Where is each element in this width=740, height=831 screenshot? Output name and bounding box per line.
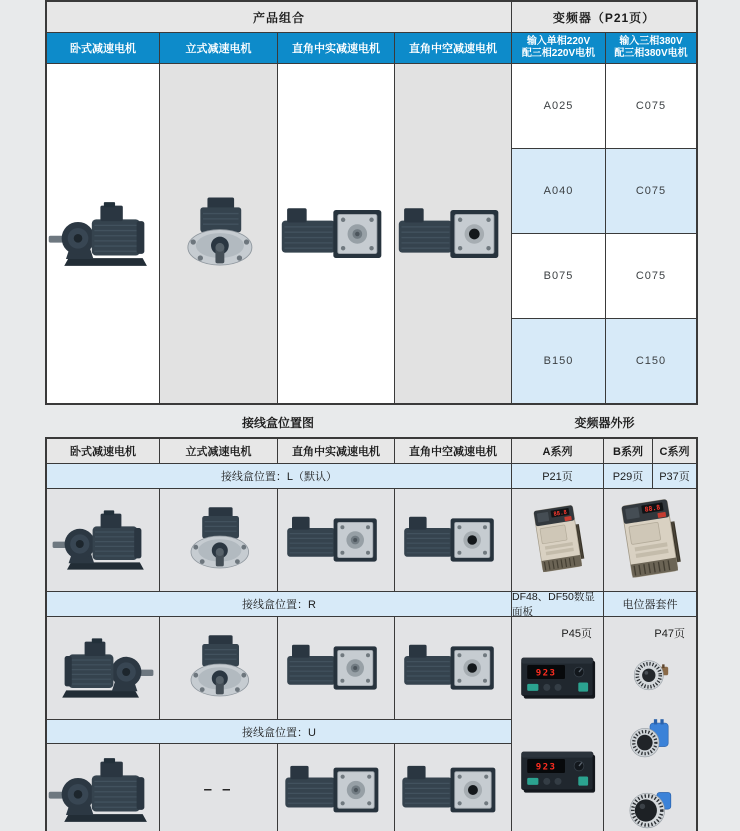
product-combination-table [45,0,698,405]
df50-panel-image [512,745,604,801]
combo-row2-c-model: C075 [606,149,696,233]
pos-l-right-angle-solid-motor-cell [278,489,394,591]
combo-row1-c-model: C075 [606,64,696,148]
potentiometer-blue-image [620,714,680,766]
t2-col-right-angle-hollow-motor: 直角中空减速电机 [395,439,511,463]
t2-col-vertical-motor: 立式减速电机 [160,439,277,463]
right-angle-hollow-motor-image [401,631,505,705]
vertical-motor-cell [160,64,277,403]
junction-box-section-title: 接线盒位置图 [241,415,314,430]
right-angle-solid-motor-image [284,631,388,705]
pos-r-vertical-motor-cell [160,617,277,719]
combo-row4-c-model: C150 [606,319,696,403]
col-header-input-380v [606,33,696,63]
col-header-input-220v [512,33,605,63]
vertical-gear-motor-image [161,194,277,274]
junction-position-r-row: 接线盒位置：R [47,592,511,616]
pos-u-right-angle-solid-motor-cell [278,744,394,831]
pos-l-horizontal-motor-cell [47,489,159,591]
pos-u-horizontal-motor-cell [47,744,159,831]
series-a-inverter-cell [512,489,603,591]
right-angle-hollow-motor-image [401,503,505,577]
digital-panel-label: DF48、DF50数显面板 [512,592,603,616]
t2-col-series-b: B系列 [604,439,652,463]
right-angle-hollow-motor-cell [395,64,511,403]
table1-title-inverter: 变频器（P21页） [512,2,696,32]
input-380v-line2: 配三相380V电机 [614,48,688,59]
table1-title-products: 产品组合 [47,2,511,32]
potentiometer-kit-label: 电位器套件 [604,592,696,616]
inverter-appearance-section-title: 变频器外形 [574,415,635,430]
pos-l-right-angle-hollow-motor-cell [395,489,511,591]
digital-panel-page: P45页 [561,628,592,640]
potentiometer-large-image [618,780,682,831]
junction-position-u-row: 接线盒位置：U [47,720,511,743]
junction-box-position-table [45,437,698,831]
series-a-page: P21页 [512,464,603,488]
right-angle-hollow-motor-image [399,752,507,828]
col-header-right-angle-solid-motor: 直角中实减速电机 [278,33,394,63]
pos-r-horizontal-motor-cell [47,617,159,719]
col-header-vertical-motor: 立式减速电机 [160,33,277,63]
horizontal-gear-motor-image [47,194,159,274]
combo-row3-a-model: B075 [512,234,605,318]
right-angle-solid-motor-image [284,503,388,577]
pos-u-vertical-motor-empty-cell: – – [160,744,277,831]
horizontal-motor-cell [47,64,159,403]
t2-col-horizontal-motor: 卧式减速电机 [47,439,159,463]
potentiometer-kit-cell [604,617,696,831]
right-angle-solid-motor-image [278,194,394,274]
pos-r-right-angle-hollow-motor-cell [395,617,511,719]
combo-row4-a-model: B150 [512,319,605,403]
df48-panel-image [512,651,604,707]
pos-l-vertical-motor-cell [160,489,277,591]
horizontal-gear-motor-image [51,631,155,705]
combo-row3-c-model: C075 [606,234,696,318]
series-bc-inverter-cell [604,489,696,591]
series-bc-inverter-image [609,490,691,590]
right-angle-solid-motor-image [282,752,390,828]
vertical-gear-motor-image [167,503,271,577]
combo-row1-a-model: A025 [512,64,605,148]
digital-panel-cell [512,617,603,831]
combo-row2-a-model: A040 [512,149,605,233]
input-220v-line1: 输入单相220V [526,35,591,47]
t2-col-series-a: A系列 [512,439,603,463]
series-c-page: P37页 [653,464,696,488]
horizontal-gear-motor-image [51,503,155,577]
t2-col-right-angle-solid-motor: 直角中实减速电机 [278,439,394,463]
series-b-page: P29页 [604,464,652,488]
input-380v-line1: 输入三相380V [619,35,683,47]
series-a-inverter-image [523,495,593,585]
potentiometer-silver-image [622,651,678,700]
input-220v-line2: 配三相220V电机 [521,48,596,59]
pos-u-right-angle-hollow-motor-cell [395,744,511,831]
junction-position-l-row: 接线盒位置：L（默认） [47,464,511,488]
pos-r-right-angle-solid-motor-cell [278,617,394,719]
col-header-right-angle-hollow-motor: 直角中空减速电机 [395,33,511,63]
potentiometer-kit-page: P47页 [654,628,685,640]
right-angle-hollow-motor-image [395,194,511,274]
col-header-horizontal-motor: 卧式减速电机 [47,33,159,63]
t2-col-series-c: C系列 [653,439,696,463]
right-angle-solid-motor-cell [278,64,394,403]
horizontal-gear-motor-image [47,750,159,830]
vertical-gear-motor-image [167,631,271,705]
